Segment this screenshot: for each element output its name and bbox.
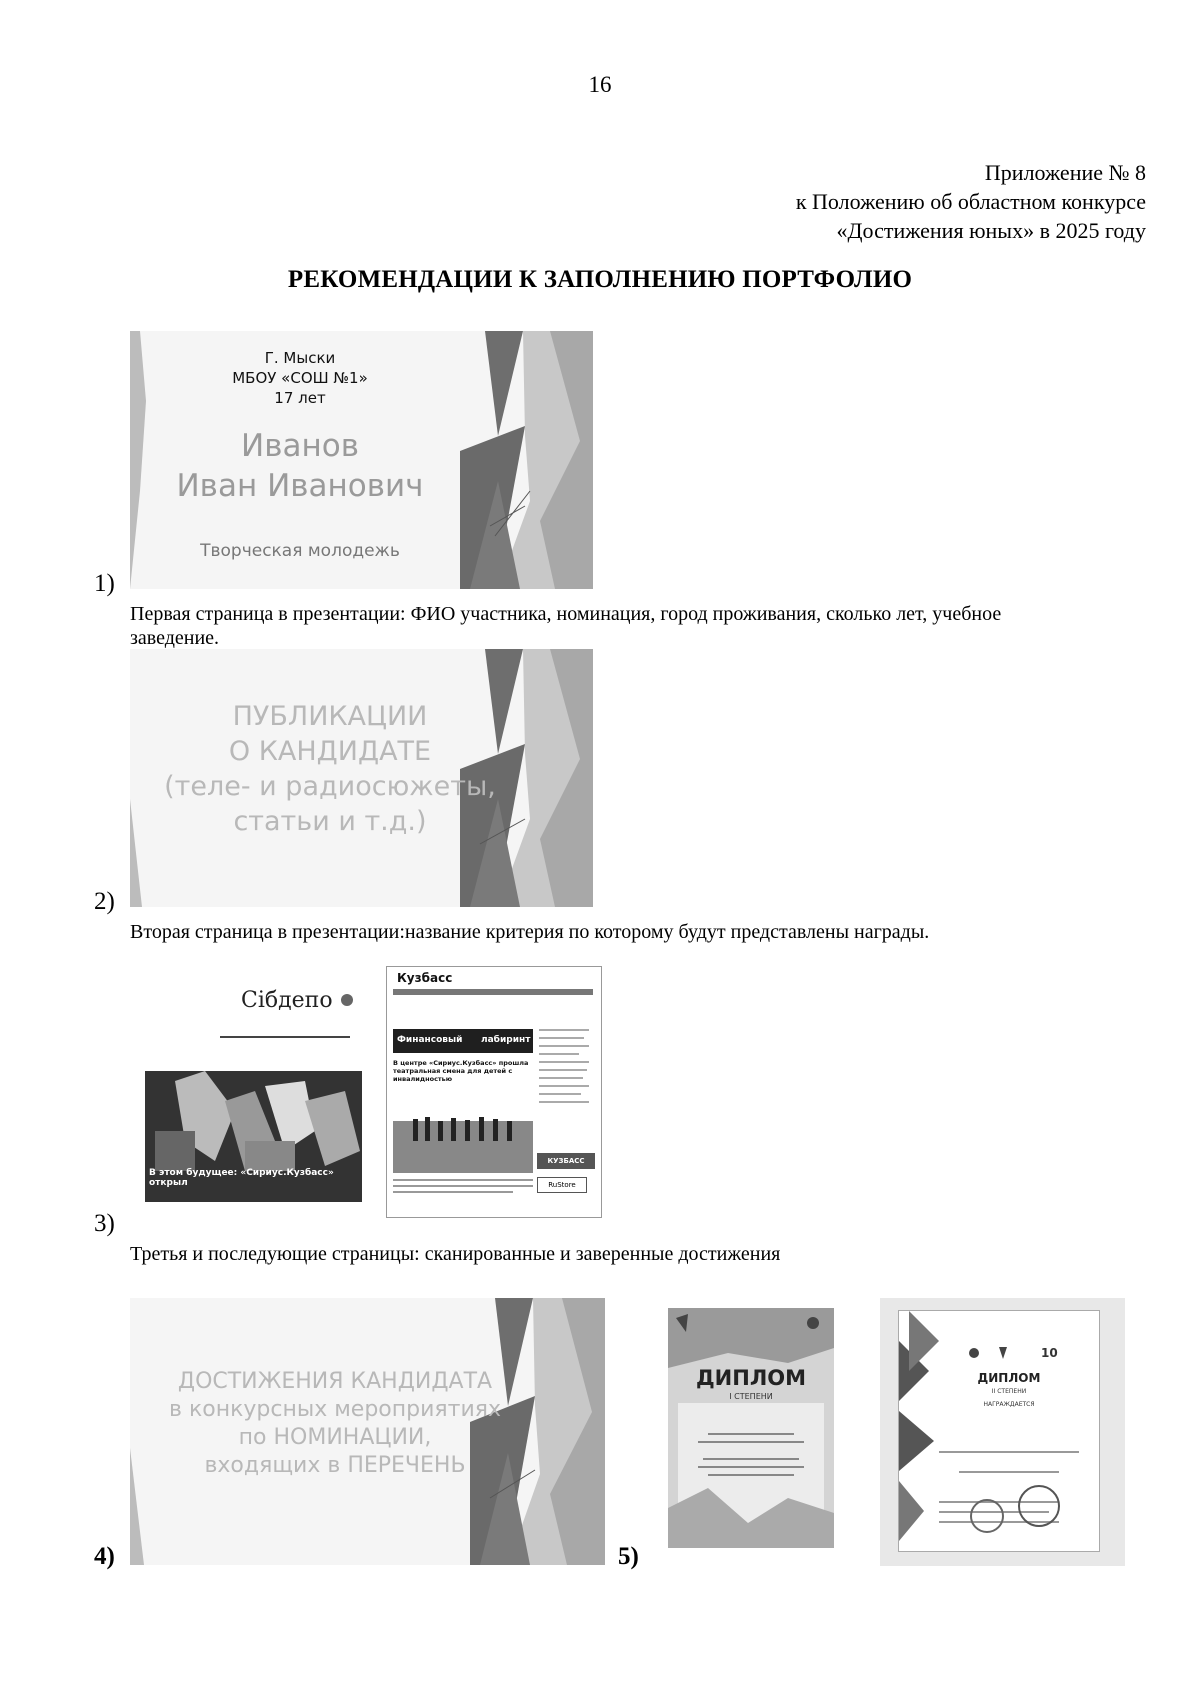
item-caption (130, 602, 1001, 650)
sidebar-news (539, 1029, 594, 1149)
slide-heading-line: О КАНДИДАТЕ (228, 736, 432, 767)
diploma-scan-2 (880, 1298, 1125, 1566)
appendix-note (796, 158, 1146, 245)
caption-line: Первая страница в презентации: ФИО участника, номинация, город проживания, сколько лет, учебное (130, 603, 1002, 625)
side-badge: КУЗБАСС (537, 1153, 595, 1169)
page-number: 16 (588, 72, 612, 97)
slide-heading-line: статьи и т.д.) (233, 806, 427, 837)
press-scan-sibdepo (145, 982, 362, 1202)
slide-city: Г. Мыски (264, 349, 336, 367)
page-title: РЕКОМЕНДАЦИИ К ЗАПОЛНЕНИЮ ПОРТФОЛИО (287, 266, 913, 293)
diploma-title: ДИПЛОМ (977, 1371, 1041, 1385)
diploma-title: ДИПЛОМ (695, 1366, 807, 1390)
diploma-awarded: НАГРАЖДАЕТСЯ (983, 1401, 1035, 1408)
slide-age: 17 лет (274, 389, 326, 407)
diploma-subtitle: II СТЕПЕНИ (991, 1388, 1027, 1395)
text-line (393, 1185, 533, 1187)
slide-heading-line: входящих в ПЕРЕЧЕНЬ (204, 1453, 466, 1478)
badge-icon (341, 994, 353, 1006)
banner-text: Финансовый (397, 1035, 463, 1045)
item-number: 5) (618, 1543, 639, 1570)
banner-text: лабиринт (481, 1035, 531, 1045)
publication-logo: Сібдепо (241, 988, 333, 1013)
news-headline: В этом будущее: «Сириус.Кузбасс» открыл (149, 1168, 334, 1188)
slide-heading-line: в конкурсных мероприятиях (168, 1397, 502, 1422)
item-number: 3) (94, 1210, 115, 1237)
svg-text:10: 10 (1041, 1346, 1058, 1360)
example-slide-2 (130, 649, 593, 907)
item-number: 1) (94, 570, 115, 597)
store-badge: RuStore (537, 1177, 587, 1193)
news-headline: В центре «Сириус.Кузбасс» прошла театральная смена для детей с инвалидностью (393, 1059, 529, 1083)
news-photo (393, 1091, 533, 1173)
item-number: 2) (94, 888, 115, 915)
diploma-scan-1 (668, 1308, 834, 1548)
appendix-line: Приложение № 8 (984, 160, 1146, 185)
caption-line: заведение. (130, 627, 220, 649)
slide-heading-line: ПУБЛИКАЦИИ (232, 701, 428, 732)
publication-logo: Кузбасс (397, 971, 453, 985)
slide-given-names: Иван Иванович (176, 468, 424, 504)
banner (393, 1029, 533, 1053)
text-line (393, 1191, 513, 1193)
item-caption: Вторая страница в презентации:название критерия по которому будут представлены награды. (130, 921, 930, 943)
item-caption: Третья и последующие страницы: сканированные и заверенные достижения (130, 1243, 781, 1265)
slide-heading-line: ДОСТИЖЕНИЯ КАНДИДАТА (177, 1369, 493, 1394)
example-slide-1 (130, 331, 593, 589)
nav-bar (393, 989, 593, 995)
appendix-line: «Достижения юных» в 2025 году (836, 218, 1146, 243)
diploma-subtitle: I СТЕПЕНИ (729, 1392, 773, 1401)
slide-heading-line: по НОМИНАЦИИ, (238, 1425, 432, 1450)
text-line (393, 1179, 533, 1181)
slide-surname: Иванов (241, 428, 359, 464)
nav-bar (220, 1036, 350, 1038)
slide-heading-line: (теле- и радиосюжеты, (164, 771, 496, 802)
press-scan-kuzbass (386, 966, 602, 1218)
slide-school: МБОУ «СОШ №1» (232, 369, 368, 387)
item-number: 4) (94, 1543, 115, 1570)
appendix-line: к Положению об областном конкурсе (795, 189, 1146, 214)
diploma-sheet (898, 1310, 1100, 1552)
slide-nomination: Творческая молодежь (200, 541, 400, 561)
example-slide-4 (130, 1298, 605, 1565)
